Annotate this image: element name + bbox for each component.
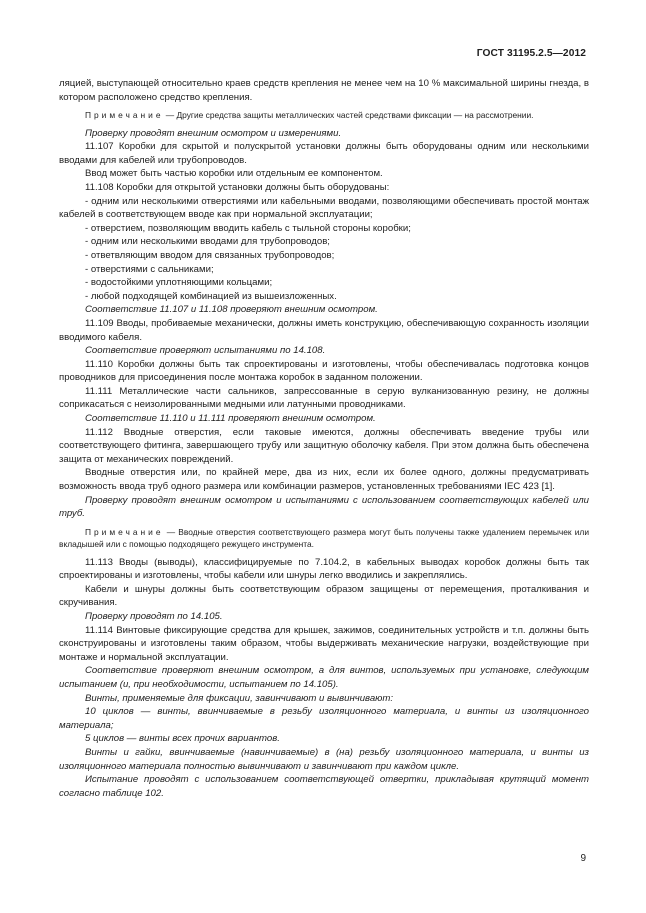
paragraph: Испытание проводят с использованием соответствующей отвертки, прикладывая крутящий момент согласно таблице 102. [59,774,589,799]
note-text: — Вводные отверстия соответствующего размера могут быть получены также удалением перемычек или вкладышей или с помощью подходящего режущего инструмента. [59,526,589,550]
list-item: - водостойкими уплотняющими кольцами; [85,277,273,289]
clause-11-112: 11.112 Вводные отверстия, если таковые имеются, должны обеспечивать введение трубы или соответствующего фитинга, завершающего трубу или защитную оболочку кабеля. При этом должна быть обеспечена защита от механических повреждений. [59,426,589,465]
paragraph: Ввод может быть частью коробки или отдельным ее компонентом. [85,168,383,180]
paragraph: Соответствие 11.107 и 11.108 проверяют внешним осмотром. [85,304,378,316]
note-label: Примечание [85,110,164,121]
clause-11-109: 11.109 Вводы, пробиваемые механически, должны иметь конструкцию, обеспечивающую сохранность изоляции вводимого кабеля. [59,317,589,343]
paragraph: Вводные отверстия или, по крайней мере, два из них, если их более одного, должны предусматривать возможность ввода труб одного размера или комбинации размеров, установленных требованиями IEC 423 [1]. [59,467,589,493]
paragraph: Кабели и шнуры должны быть соответствующим образом защищены от перемещения, проталкивания и скручивания. [59,583,589,609]
paragraph: Проверку проводят по 14.105. [85,611,223,622]
clause-11-108: 11.108 Коробки для открытой установки должны быть оборудованы: [85,181,390,193]
standard-header: ГОСТ 31195.2.5—2012 [476,48,586,59]
list-item: - любой подходящей комбинацией из вышеизложенных. [85,290,337,302]
paragraph: Проверку проводят внешним осмотром и испытаниями с использованием соответствующих кабелей или труб. [59,494,589,520]
list-item: - ответвляющим вводом для связанных трубопроводов; [85,249,335,261]
clause-11-110: 11.110 Коробки должны быть так спроектированы и изготовлены, чтобы обеспечивалась подготовка концов проводников для присоединения после монтажа коробок в заданном положении. [59,358,589,384]
page-body [59,77,589,800]
paragraph: Соответствие 11.110 и 11.111 проверяют внешним осмотром. [85,413,376,425]
note [59,109,589,121]
list-item: - одним или несколькими вводами для трубопроводов; [85,236,330,248]
clause-11-114: 11.114 Винтовые фиксирующие средства для крышек, зажимов, соединительных устройств и т.п. должны быть сконструированы и изготовлены таким образом, чтобы выдерживать механические нагрузки, воздействующие при монтаже и нормальной эксплуатации. [59,624,589,663]
paragraph: 5 циклов — винты всех прочих вариантов. [85,733,280,745]
list-item: - отверстиями с сальниками; [85,263,214,275]
paragraph: Соответствие проверяют внешним осмотром, а для винтов, используемых при установке, следующим испытанием (и, при необходимости, испытанием по 14.105). [59,665,589,690]
clause-11-107: 11.107 Коробки для скрытой и полускрытой установки должны быть оборудованы одним или несколькими вводами для кабелей или трубопроводов. [59,141,589,166]
paragraph: Винты, применяемые для фиксации, завинчивают и вывинчивают: [85,692,394,704]
list-item: - одним или несколькими отверстиями или кабельными вводами, позволяющими обеспечивать простой монтаж кабелей в соответствующем вводе как при нормальной эксплуатации; [59,195,589,221]
clause-11-113: 11.113 Вводы (выводы), классифицируемые по 7.104.2, в кабельных выводах коробок должны быть так спроектированы и изготовлены, чтобы кабели или шнуры легко вводились и закреплялись. [59,556,589,582]
paragraph: Соответствие проверяют испытаниями по 14.108. [85,345,326,357]
note-label: Примечание [85,526,164,537]
paragraph: ляцией, выступающей относительно краев средств крепления не менее чем на 10 % максимальной ширины гнезда, в котором расположено средство крепления. [59,78,589,103]
paragraph: 10 циклов — винты, ввинчиваемые в резьбу изоляционного материала, и винты из изоляционного материала; [59,706,589,731]
paragraph: Проверку проводят внешним осмотром и измерениями. [85,127,342,139]
note-text: — Другие средства защиты металлических частей средствами фиксации — на рассмотрении. [163,110,534,121]
page-number: 9 [580,853,586,864]
paragraph: Винты и гайки, ввинчиваемые (навинчиваемые) в (на) резьбу изоляционного материала, и винты из изоляционного материала полностью вывинчивают и завинчивают при каждом цикле. [59,746,589,772]
note [59,526,589,551]
list-item: - отверстием, позволяющим вводить кабель с тыльной стороны коробки; [85,222,411,234]
clause-11-111: 11.111 Металлические части сальников, запрессованные в серую вулканизованную резину, не должны соприкасаться с неизолированными медными или латунными проводниками. [59,385,589,411]
